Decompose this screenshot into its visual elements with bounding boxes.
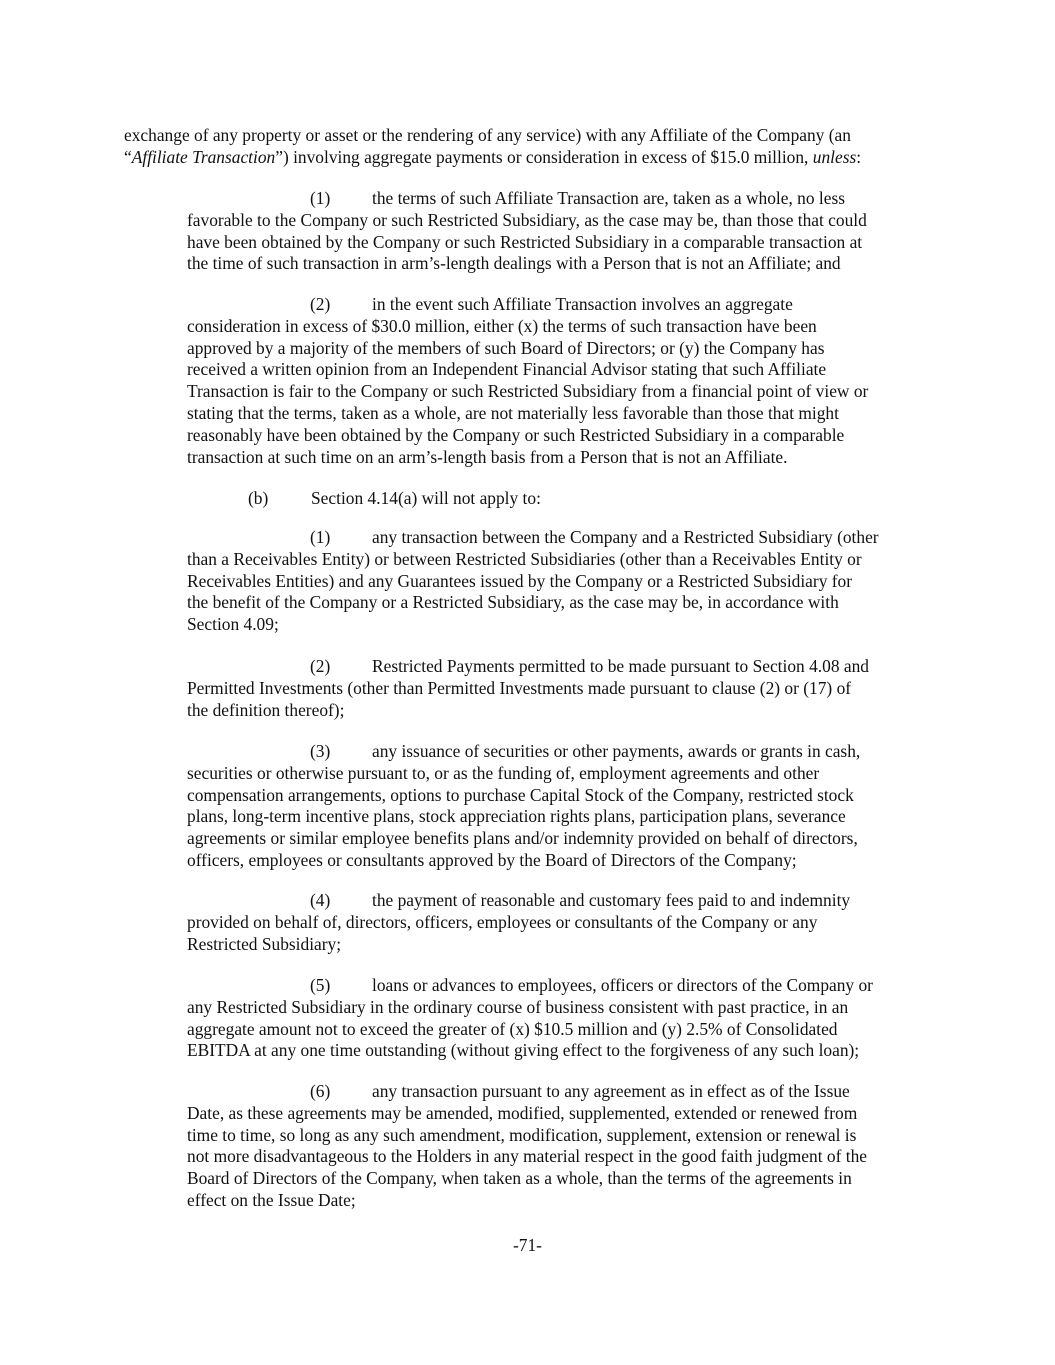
clause-a-2 [187, 294, 868, 468]
defined-term: Affiliate Transaction [131, 146, 276, 167]
clause-a-1 [187, 188, 867, 275]
page-number: -71- [513, 1235, 542, 1255]
clause-b-3 [187, 741, 860, 872]
clause-line: the payment of reasonable and customary fees paid to and indemnity [372, 890, 851, 910]
clause-b-1 [187, 527, 879, 636]
clause-line: than a Receivables Entity) or between Restricted Subsidiaries (other than a Receivables Entity or [187, 548, 862, 569]
clause-number: (6) [310, 1081, 331, 1101]
clause-first-line [187, 975, 873, 997]
section-b-heading [248, 488, 541, 510]
clause-line: any transaction between the Company and a Restricted Subsidiary (other [372, 527, 879, 547]
clause-line: Date, as these agreements may be amended, modified, supplemented, extended or renewed from [187, 1102, 858, 1123]
clause-line: compensation arrangements, options to purchase Capital Stock of the Company, restricted stock [187, 784, 854, 805]
clause-line: agreements or similar employee benefits plans and/or indemnity provided on behalf of directors, [187, 828, 858, 849]
open-quote: “ [124, 146, 132, 167]
clause-number: (3) [310, 741, 331, 761]
clause-number: (2) [310, 656, 331, 676]
intro-line-2 [124, 147, 861, 169]
clause-line: effect on the Issue Date; [187, 1189, 356, 1210]
clause-line: consideration in excess of $30.0 million, either (x) the terms of such transaction have been [187, 315, 817, 336]
clause-line: approved by a majority of the members of such Board of Directors; or (y) the Company has [187, 337, 825, 358]
clause-line: Permitted Investments (other than Permitted Investments made pursuant to clause (2) or (17) of [187, 677, 852, 698]
clause-number: (5) [310, 975, 331, 995]
clause-b-2 [187, 656, 869, 721]
clause-line: the time of such transaction in arm’s-length dealings with a Person that is not an Affiliate; and [187, 253, 841, 274]
clause-line: Board of Directors of the Company, when taken as a whole, than the terms of the agreements in [187, 1168, 852, 1189]
clause-line: officers, employees or consultants approved by the Board of Directors of the Company; [187, 849, 797, 870]
clause-first-line [187, 527, 879, 549]
clause-line: time to time, so long as any such amendment, modification, supplement, extension or renewal is [187, 1124, 857, 1145]
intro-line-1: exchange of any property or asset or the rendering of any service) with any Affiliate of the Company (an [124, 125, 851, 145]
clause-line: Restricted Subsidiary; [187, 933, 342, 954]
section-b-text: Section 4.14(a) will not apply to: [311, 488, 541, 508]
section-b-label: (b) [248, 488, 269, 508]
clause-line: plans, long-term incentive plans, stock appreciation rights plans, participation plans, severance [187, 806, 846, 827]
clause-first-line [187, 656, 869, 678]
clause-line: any transaction pursuant to any agreement as in effect as of the Issue [372, 1081, 850, 1101]
clause-line: not more disadvantageous to the Holders in any material respect in the good faith judgment of the [187, 1146, 867, 1167]
clause-line: transaction at such time on an arm’s-length basis from a Person that is not an Affiliate. [187, 446, 788, 467]
clause-first-line [187, 890, 850, 912]
clause-line: favorable to the Company or such Restricted Subsidiary, as the case may be, than those that could [187, 209, 867, 230]
clause-line: provided on behalf of, directors, officers, employees or consultants of the Company or any [187, 911, 818, 932]
clause-line: EBITDA at any one time outstanding (without giving effect to the forgiveness of any such loan); [187, 1040, 860, 1061]
clause-line: have been obtained by the Company or such Restricted Subsidiary in a comparable transaction at [187, 231, 863, 252]
clause-line: the benefit of the Company or a Restricted Subsidiary, as the case may be, in accordance with [187, 592, 839, 613]
clause-line: the definition thereof); [187, 699, 345, 720]
unless-term: unless [812, 146, 857, 167]
clause-number: (4) [310, 890, 331, 910]
clause-first-line [187, 1081, 867, 1103]
colon: : [856, 146, 862, 167]
clause-b-4 [187, 890, 850, 955]
clause-line: reasonably have been obtained by the Company or such Restricted Subsidiary in a comparable [187, 424, 845, 445]
clause-line: Receivables Entities) and any Guarantees issued by the Company or a Restricted Subsidiary for [187, 570, 853, 591]
clause-line: aggregate amount not to exceed the greater of (x) $10.5 million and (y) 2.5% of Consolidated [187, 1018, 838, 1039]
clause-number: (1) [310, 527, 331, 547]
clause-line: loans or advances to employees, officers or directors of the Company or [372, 975, 873, 995]
clause-line: any issuance of securities or other payments, awards or grants in cash, [372, 741, 861, 761]
clause-first-line [187, 294, 868, 316]
clause-line: securities or otherwise pursuant to, or as the funding of, employment agreements and other [187, 762, 820, 783]
clause-line: Section 4.09; [187, 614, 279, 635]
clause-line: in the event such Affiliate Transaction involves an aggregate [372, 294, 793, 314]
clause-b-5 [187, 975, 873, 1062]
intro-line-2-text: ”) involving aggregate payments or consideration in excess of $15.0 million, [275, 146, 813, 167]
clause-line: Restricted Payments permitted to be made pursuant to Section 4.08 and [372, 656, 869, 676]
clause-number: (1) [310, 188, 331, 208]
clause-line: the terms of such Affiliate Transaction are, taken as a whole, no less [372, 188, 845, 208]
clause-line: any Restricted Subsidiary in the ordinary course of business consistent with past practice, in an [187, 996, 849, 1017]
clause-line: received a written opinion from an Independent Financial Advisor stating that such Affiliate [187, 359, 827, 380]
clause-b-6 [187, 1081, 867, 1212]
clause-line: Transaction is fair to the Company or such Restricted Subsidiary from a financial point of view or [187, 381, 869, 402]
clause-first-line [187, 188, 867, 210]
clause-line: stating that the terms, taken as a whole, are not materially less favorable than those that might [187, 402, 839, 423]
clause-first-line [187, 741, 860, 763]
intro-paragraph [124, 125, 861, 169]
clause-number: (2) [310, 294, 331, 314]
